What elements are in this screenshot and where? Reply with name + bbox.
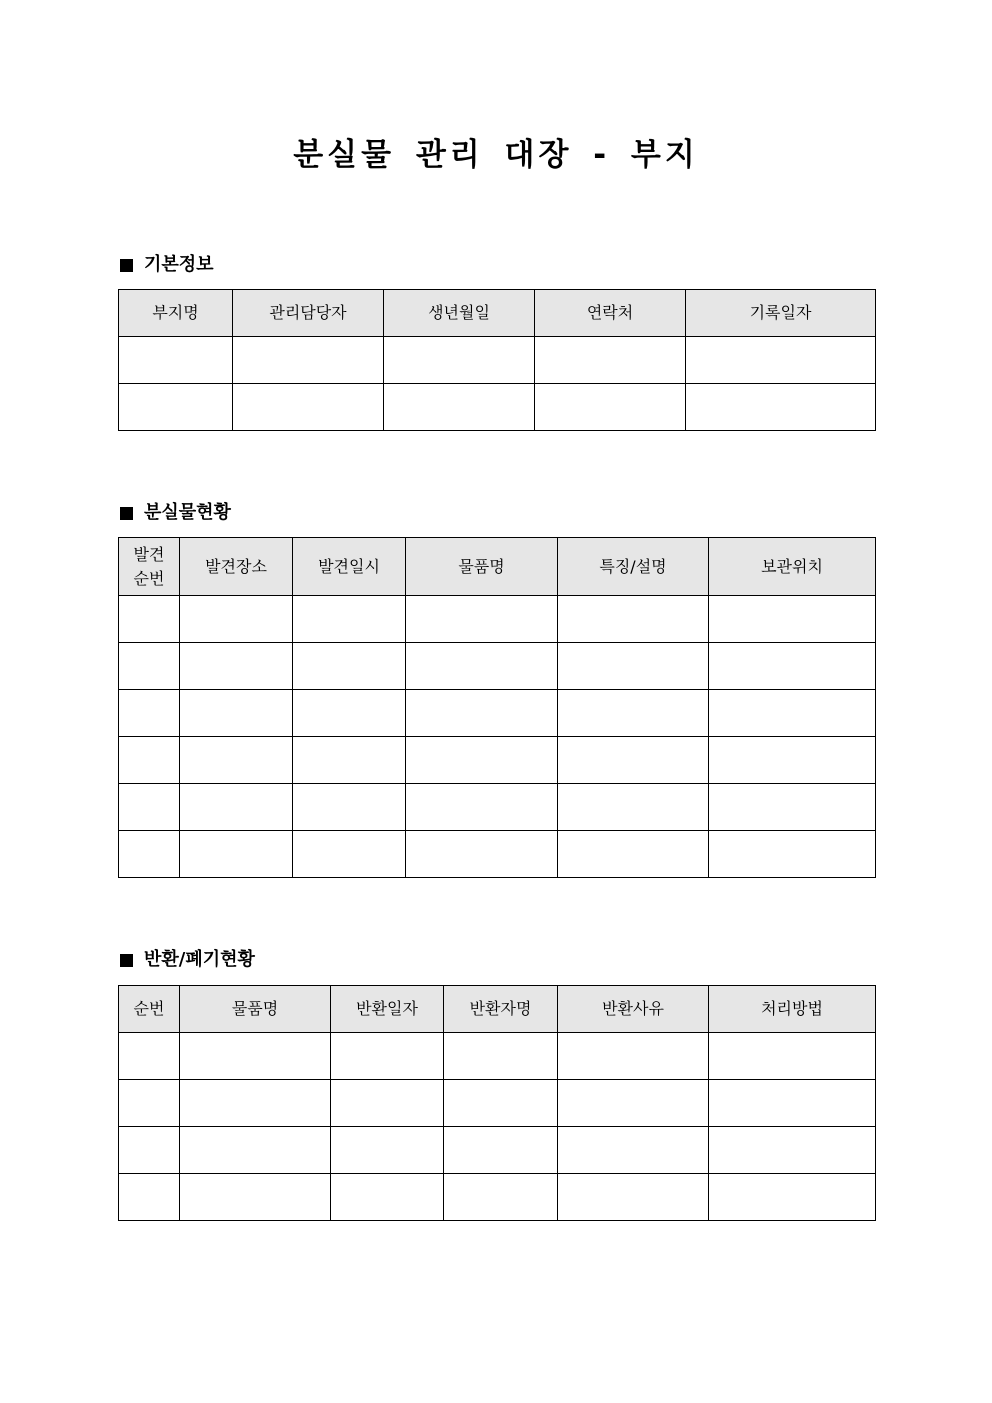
table-cell[interactable] xyxy=(119,596,180,643)
table-cell[interactable] xyxy=(293,784,406,831)
table-header-row xyxy=(119,986,876,1033)
table-cell[interactable] xyxy=(686,384,876,431)
column-header: 반환자명 xyxy=(444,986,558,1033)
table-cell[interactable] xyxy=(331,1080,444,1127)
table-cell[interactable] xyxy=(558,1174,709,1221)
table-header-row xyxy=(119,290,876,337)
basic-info-table xyxy=(118,289,876,431)
table-cell[interactable] xyxy=(558,1127,709,1174)
column-header: 처리방법 xyxy=(709,986,876,1033)
table-row xyxy=(119,1174,876,1221)
table-cell[interactable] xyxy=(709,690,876,737)
table-cell[interactable] xyxy=(709,784,876,831)
table-cell[interactable] xyxy=(406,643,558,690)
table-cell[interactable] xyxy=(119,737,180,784)
table-cell[interactable] xyxy=(119,690,180,737)
table-cell[interactable] xyxy=(331,1127,444,1174)
table-cell[interactable] xyxy=(233,337,384,384)
lost-items-table xyxy=(118,537,876,878)
column-header-line: 순번 xyxy=(133,568,165,588)
table-cell[interactable] xyxy=(180,737,293,784)
table-row xyxy=(119,384,876,431)
table-row xyxy=(119,1033,876,1080)
table-cell[interactable] xyxy=(558,596,709,643)
table-cell[interactable] xyxy=(233,384,384,431)
table-row xyxy=(119,643,876,690)
table-row xyxy=(119,1080,876,1127)
column-header-line: 발견 xyxy=(133,544,165,564)
table-cell[interactable] xyxy=(384,337,535,384)
table-cell[interactable] xyxy=(119,784,180,831)
column-header: 보관위치 xyxy=(709,538,876,596)
table-cell[interactable] xyxy=(558,737,709,784)
column-header: 발견장소 xyxy=(180,538,293,596)
table-cell[interactable] xyxy=(331,1174,444,1221)
table-cell[interactable] xyxy=(709,1127,876,1174)
table-cell[interactable] xyxy=(180,1174,331,1221)
table-cell[interactable] xyxy=(180,1080,331,1127)
table-cell[interactable] xyxy=(558,643,709,690)
table-cell[interactable] xyxy=(293,690,406,737)
table-cell[interactable] xyxy=(709,643,876,690)
table-cell[interactable] xyxy=(293,643,406,690)
table-cell[interactable] xyxy=(293,596,406,643)
table-row xyxy=(119,596,876,643)
table-cell[interactable] xyxy=(535,337,686,384)
table-cell[interactable] xyxy=(709,596,876,643)
table-cell[interactable] xyxy=(119,831,180,878)
table-cell[interactable] xyxy=(180,784,293,831)
table-cell[interactable] xyxy=(686,337,876,384)
column-header: 특징/설명 xyxy=(558,538,709,596)
column-header: 발견일시 xyxy=(293,538,406,596)
square-bullet-icon xyxy=(120,259,133,272)
table-cell[interactable] xyxy=(180,1127,331,1174)
section-heading-label: 반환/폐기현황 xyxy=(144,949,255,970)
table-cell[interactable] xyxy=(558,831,709,878)
table-cell[interactable] xyxy=(406,690,558,737)
table-cell[interactable] xyxy=(444,1174,558,1221)
table-cell[interactable] xyxy=(293,831,406,878)
table-row xyxy=(119,337,876,384)
table-cell[interactable] xyxy=(444,1033,558,1080)
table-cell[interactable] xyxy=(406,831,558,878)
column-header xyxy=(119,538,180,596)
table-cell[interactable] xyxy=(119,1080,180,1127)
table-cell[interactable] xyxy=(119,1127,180,1174)
table-cell[interactable] xyxy=(406,737,558,784)
column-header: 연락처 xyxy=(535,290,686,337)
table-cell[interactable] xyxy=(558,1080,709,1127)
table-cell[interactable] xyxy=(535,384,686,431)
column-header: 순번 xyxy=(119,986,180,1033)
section-heading-basic xyxy=(118,253,214,277)
table-cell[interactable] xyxy=(180,831,293,878)
section-heading-lost xyxy=(118,501,231,525)
section-heading-label: 분실물현황 xyxy=(144,502,231,523)
table-cell[interactable] xyxy=(119,1174,180,1221)
table-cell[interactable] xyxy=(444,1127,558,1174)
table-cell[interactable] xyxy=(180,643,293,690)
square-bullet-icon xyxy=(120,954,133,967)
table-row xyxy=(119,737,876,784)
table-cell[interactable] xyxy=(709,1080,876,1127)
table-row xyxy=(119,784,876,831)
table-cell[interactable] xyxy=(558,784,709,831)
table-cell[interactable] xyxy=(331,1033,444,1080)
table-row xyxy=(119,831,876,878)
column-header: 물품명 xyxy=(406,538,558,596)
table-cell[interactable] xyxy=(558,1033,709,1080)
column-header: 관리담당자 xyxy=(233,290,384,337)
column-header: 부지명 xyxy=(119,290,233,337)
column-header: 기록일자 xyxy=(686,290,876,337)
table-cell[interactable] xyxy=(709,831,876,878)
column-header: 물품명 xyxy=(180,986,331,1033)
column-header: 생년월일 xyxy=(384,290,535,337)
table-cell[interactable] xyxy=(180,690,293,737)
table-header-row xyxy=(119,538,876,596)
table-row xyxy=(119,1127,876,1174)
table-cell[interactable] xyxy=(293,737,406,784)
table-cell[interactable] xyxy=(119,1033,180,1080)
return-disposal-table xyxy=(118,985,876,1221)
table-cell[interactable] xyxy=(558,690,709,737)
table-row xyxy=(119,690,876,737)
table-cell[interactable] xyxy=(709,1174,876,1221)
table-cell[interactable] xyxy=(709,1033,876,1080)
table-cell[interactable] xyxy=(119,384,233,431)
table-cell[interactable] xyxy=(384,384,535,431)
page-title: 분실물 관리 대장 - 부지 xyxy=(293,137,699,173)
column-header: 반환일자 xyxy=(331,986,444,1033)
table-cell[interactable] xyxy=(180,1033,331,1080)
table-cell[interactable] xyxy=(406,596,558,643)
column-header: 반환사유 xyxy=(558,986,709,1033)
table-cell[interactable] xyxy=(180,596,293,643)
table-cell[interactable] xyxy=(119,337,233,384)
section-heading-return xyxy=(118,948,255,972)
table-cell[interactable] xyxy=(444,1080,558,1127)
square-bullet-icon xyxy=(120,507,133,520)
table-cell[interactable] xyxy=(119,643,180,690)
table-cell[interactable] xyxy=(709,737,876,784)
section-heading-label: 기본정보 xyxy=(144,254,214,275)
table-cell[interactable] xyxy=(406,784,558,831)
